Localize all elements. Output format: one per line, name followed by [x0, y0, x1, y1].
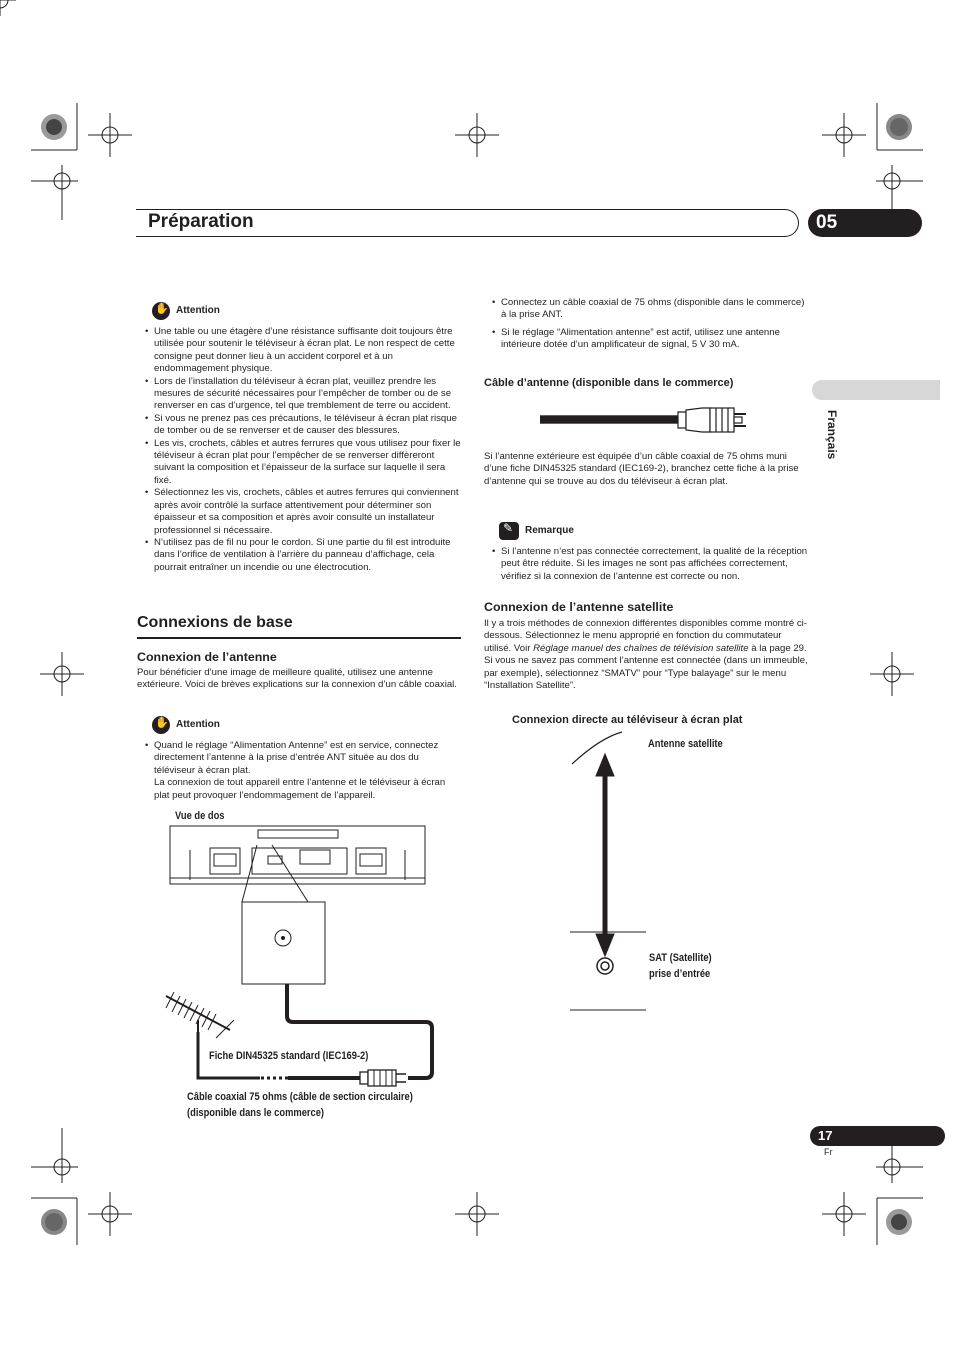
antenna-intro: Pour bénéficier d’une image de meilleure qualité, utilisez une antenne extérieure. Voici de brèves explications sur la connexion d’un câble coaxial.	[137, 667, 457, 691]
sat-input-label-line1: SAT (Satellite)	[649, 952, 712, 964]
remarque-heading	[499, 522, 809, 540]
antenna-connection	[137, 650, 462, 692]
chapter-badge	[808, 209, 922, 237]
remarque-label: Remarque	[525, 524, 574, 536]
para-text: Il y a trois méthodes de connexion différentes disponibles comme montré ci-dessous. Sélectionnez le menu approprié en fonction du commutateur utilisé. Voir	[484, 618, 807, 654]
connection-tips-list	[484, 297, 809, 352]
subsection-title: Connexion de l’antenne satellite	[484, 600, 674, 614]
section-title: Connexions de base	[137, 613, 461, 639]
language-label: Français	[825, 410, 839, 460]
attention-block-2	[137, 716, 462, 802]
cable-label-line2: (disponible dans le commerce)	[187, 1107, 325, 1119]
language-tab	[812, 380, 940, 400]
satellite-connection	[484, 600, 809, 692]
satellite-paragraph	[484, 618, 809, 692]
para-text: à la page 29. Si vous ne savez pas comment l’antenne est connectée (dans un immeuble, par exemple), sélectionnez “SMATV” pour “Type balayage” sur le menu “Installation Satellite”.	[484, 642, 808, 692]
list-item: • Connectez un câble coaxial de 75 ohms (disponible dans le commerce) à la prise ANT.	[484, 297, 809, 322]
cable-title: Câble d’antenne (disponible dans le commerce)	[484, 377, 734, 389]
list-item: • N’utilisez pas de fil nu pour le cordon. Si une partie du fil est introduite dans l’orifice de ventilation à l’arrière du panneau d’affichage, cela pourrait entraîner un incendie ou une électrocution.	[137, 537, 462, 574]
list-item-text: La connexion de tout appareil entre l’antenne et le téléviseur à écran plat peut provoquer l’endommagement de l’appareil.	[154, 777, 446, 801]
plug-label: Fiche DIN45325 standard (IEC169-2)	[209, 1050, 369, 1062]
attention-list	[137, 740, 462, 802]
list-item: • Si le réglage “Alimentation antenne” est actif, utilisez une antenne intérieure dotée d’un amplificateur de signal, 5 V 30 mA.	[484, 327, 809, 352]
attention-list	[137, 326, 462, 574]
note-pencil-icon	[499, 522, 519, 540]
direct-connection-title: Connexion directe au téléviseur à écran plat	[512, 714, 743, 726]
page-title: Préparation	[148, 211, 254, 232]
list-item	[137, 740, 462, 802]
sat-input-label-line2: prise d’entrée	[649, 968, 711, 980]
antenna-connection-diagram	[160, 820, 460, 1120]
remarque-list	[484, 546, 809, 583]
dish-label: Antenne satellite	[648, 738, 723, 750]
remarque-block	[484, 522, 809, 583]
list-item: • Si vous ne prenez pas ces précautions, le téléviseur à écran plat risque de tomber ou de se renverser et de causer des blessures.	[137, 413, 462, 438]
rear-view-label: Vue de dos	[175, 810, 225, 822]
list-item: • Sélectionnez les vis, crochets, câbles et autres ferrures qui conviennent après avoir contrôlé la surface attentivement pour déterminer son épaisseur et sa composition et après avoir consulté un installateur professionnel si nécessaire.	[137, 487, 462, 537]
page-number: 17	[818, 1128, 833, 1143]
right-bullets	[484, 297, 809, 352]
page-language-code: Fr	[824, 1147, 833, 1157]
list-item: • Les vis, crochets, câbles et autres ferrures que vous utilisez pour fixer le téléviseur à écran plat pour l’empêcher de se renverser diffèreront suivant la composition et l’épaisseur de la surface sur laquelle il sera fixé.	[137, 438, 462, 488]
page-number-badge	[810, 1126, 945, 1146]
subsection-title: Connexion de l’antenne	[137, 650, 277, 664]
cable-label-line1: Câble coaxial 75 ohms (câble de section circulaire)	[187, 1091, 413, 1103]
caution-hand-icon	[152, 716, 170, 734]
satellite-connection-diagram	[560, 728, 660, 1018]
manual-tuning-link: Réglage manuel des chaînes de télévision satellite	[533, 642, 749, 654]
list-item: • Une table ou une étagère d’une résistance suffisante doit toujours être utilisée pour soutenir le téléviseur à écran plat. Le non respect de cette consigne peut donner lieu à un accident corporel et à un endommagement physique.	[137, 326, 462, 376]
caution-hand-icon	[152, 302, 170, 320]
attention-label: Attention	[176, 304, 220, 316]
attention-label: Attention	[176, 718, 220, 730]
list-item: • Lors de l’installation du téléviseur à écran plat, veuillez prendre les mesures de sécurité nécessaires pour l’empêcher de tomber ou de se renverser en cas d’urgence, tel que tremblement de terre ou accident.	[137, 376, 462, 413]
attention-heading	[152, 716, 462, 734]
chapter-number: 05	[816, 212, 838, 233]
attention-block-1	[137, 302, 462, 574]
din-paragraph: Si l’antenne extérieure est équipée d’un câble coaxial de 75 ohms muni d’une fiche DIN45325 standard (IEC169-2), branchez cette fiche à la prise d’antenne qui se trouve au dos du téléviseur à écran plat.	[484, 451, 799, 487]
list-item: • Si l’antenne n’est pas connectée correctement, la qualité de la réception peut être réduite. Si les images ne sont pas affichées correctement, vérifiez si la connexion de l’antenne est correcte ou non.	[484, 546, 809, 583]
list-item-text: Quand le réglage “Alimentation Antenne” est en service, connectez directement l’antenne à la prise d’entrée ANT située au dos du téléviseur à écran plat.	[154, 740, 439, 776]
antenna-cable-illustration	[540, 404, 760, 444]
attention-heading	[152, 302, 462, 320]
